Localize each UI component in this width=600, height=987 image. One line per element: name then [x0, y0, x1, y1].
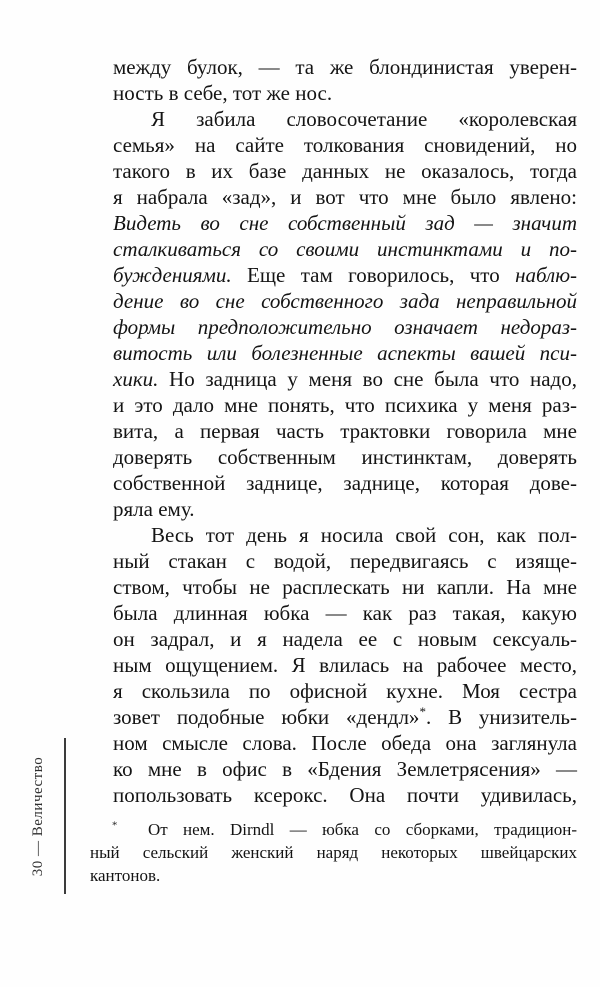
text-segment: Я забила словосочетание «королевская [151, 107, 577, 131]
text-segment: ность в себе, тот же нос. [113, 81, 333, 105]
text-segment: Еще там говорилось, что [231, 263, 516, 287]
text-line [90, 864, 577, 887]
text-line [113, 418, 577, 444]
spine-rule [64, 738, 66, 894]
text-segment: кантонов. [90, 866, 161, 885]
text-segment: я скользила по офисной кухне. Моя сестра [113, 679, 577, 703]
text-segment: такого в их базе данных не оказалось, тогда [113, 159, 577, 183]
text-segment: ко мне в офис в «Бдения Землетрясения» — [113, 757, 577, 781]
italic-text: витость или болезненные аспекты вашей пси- [113, 341, 577, 365]
text-segment: вита, а первая часть трактовки говорила мне [113, 419, 577, 443]
body-text [113, 54, 577, 808]
text-segment: Но задница у меня во сне была что надо, [158, 367, 577, 391]
text-line [113, 626, 577, 652]
text-segment: доверять собственным инстинктам, доверять [113, 445, 577, 469]
text-line [113, 522, 577, 548]
text-line [113, 158, 577, 184]
italic-text: буждениями. [113, 263, 232, 287]
italic-text: сталкиваться со своими инстинктами и по- [113, 237, 577, 261]
text-line [113, 704, 577, 730]
text-line [113, 106, 577, 132]
spine [18, 738, 60, 894]
text-line [113, 548, 577, 574]
text-line [113, 288, 577, 314]
text-line [90, 841, 577, 864]
text-segment: ряла ему. [113, 497, 195, 521]
text-line [90, 818, 577, 841]
text-segment: ный сельский женский наряд некоторых швейцарских [90, 843, 577, 862]
text-line [113, 574, 577, 600]
italic-text: наблю- [515, 263, 577, 287]
text-segment: была длинная юбка — как раз такая, какую [113, 601, 577, 625]
text-line [113, 54, 577, 80]
text-segment: он задрал, и я надела ее с новым сексуаль- [113, 627, 577, 651]
text-line [113, 600, 577, 626]
italic-text: хики. [113, 367, 159, 391]
footnote-marker: * [112, 820, 118, 832]
text-line [113, 262, 577, 288]
text-segment: между булок, — та же блондинистая уверен- [113, 55, 577, 79]
spine-label: 30 — Величество [30, 756, 47, 876]
text-line [113, 730, 577, 756]
text-line [113, 652, 577, 678]
text-line [113, 184, 577, 210]
text-line [113, 80, 577, 106]
text-segment: . В унизитель- [425, 705, 577, 729]
text-segment: зовет подобные юбки «дендл» [113, 705, 420, 729]
text-segment: я набрала «зад», и вот что мне было явлено: [113, 185, 577, 209]
text-line [113, 782, 577, 808]
text-line [113, 132, 577, 158]
text-line [113, 314, 577, 340]
text-segment: ным ощущением. Я влилась на рабочее место, [113, 653, 577, 677]
text-segment: семья» на сайте толкования сновидений, но [113, 133, 577, 157]
text-segment: ством, чтобы не расплескать ни капли. На мне [113, 575, 577, 599]
text-line [113, 678, 577, 704]
text-line [113, 210, 577, 236]
footnote-text [90, 818, 577, 887]
text-line [113, 496, 577, 522]
text-line [113, 366, 577, 392]
text-line [113, 470, 577, 496]
text-segment: ном смысле слова. После обеда она заглянула [113, 731, 577, 755]
text-segment: попользовать ксерокс. Она почти удивилась, [113, 783, 577, 807]
footnote-marker: * [419, 704, 426, 719]
text-segment: Весь тот день я носила свой сон, как пол- [151, 523, 577, 547]
text-line [113, 236, 577, 262]
text-line [113, 392, 577, 418]
italic-text: дение во сне собственного зада неправильной [113, 289, 577, 313]
text-segment: и это дало мне понять, что психика у меня раз- [113, 393, 577, 417]
text-line [113, 444, 577, 470]
text-line [113, 340, 577, 366]
italic-text: формы предположительно означает недораз- [113, 315, 577, 339]
text-segment: От нем. Dirndl — юбка со сборками, традицион- [117, 820, 577, 839]
text-line [113, 756, 577, 782]
text-segment: собственной заднице, заднице, которая дове- [113, 471, 577, 495]
text-segment: ный стакан с водой, передвигаясь с изяще- [113, 549, 577, 573]
italic-text: Видеть во сне собственный зад — значит [113, 211, 577, 235]
